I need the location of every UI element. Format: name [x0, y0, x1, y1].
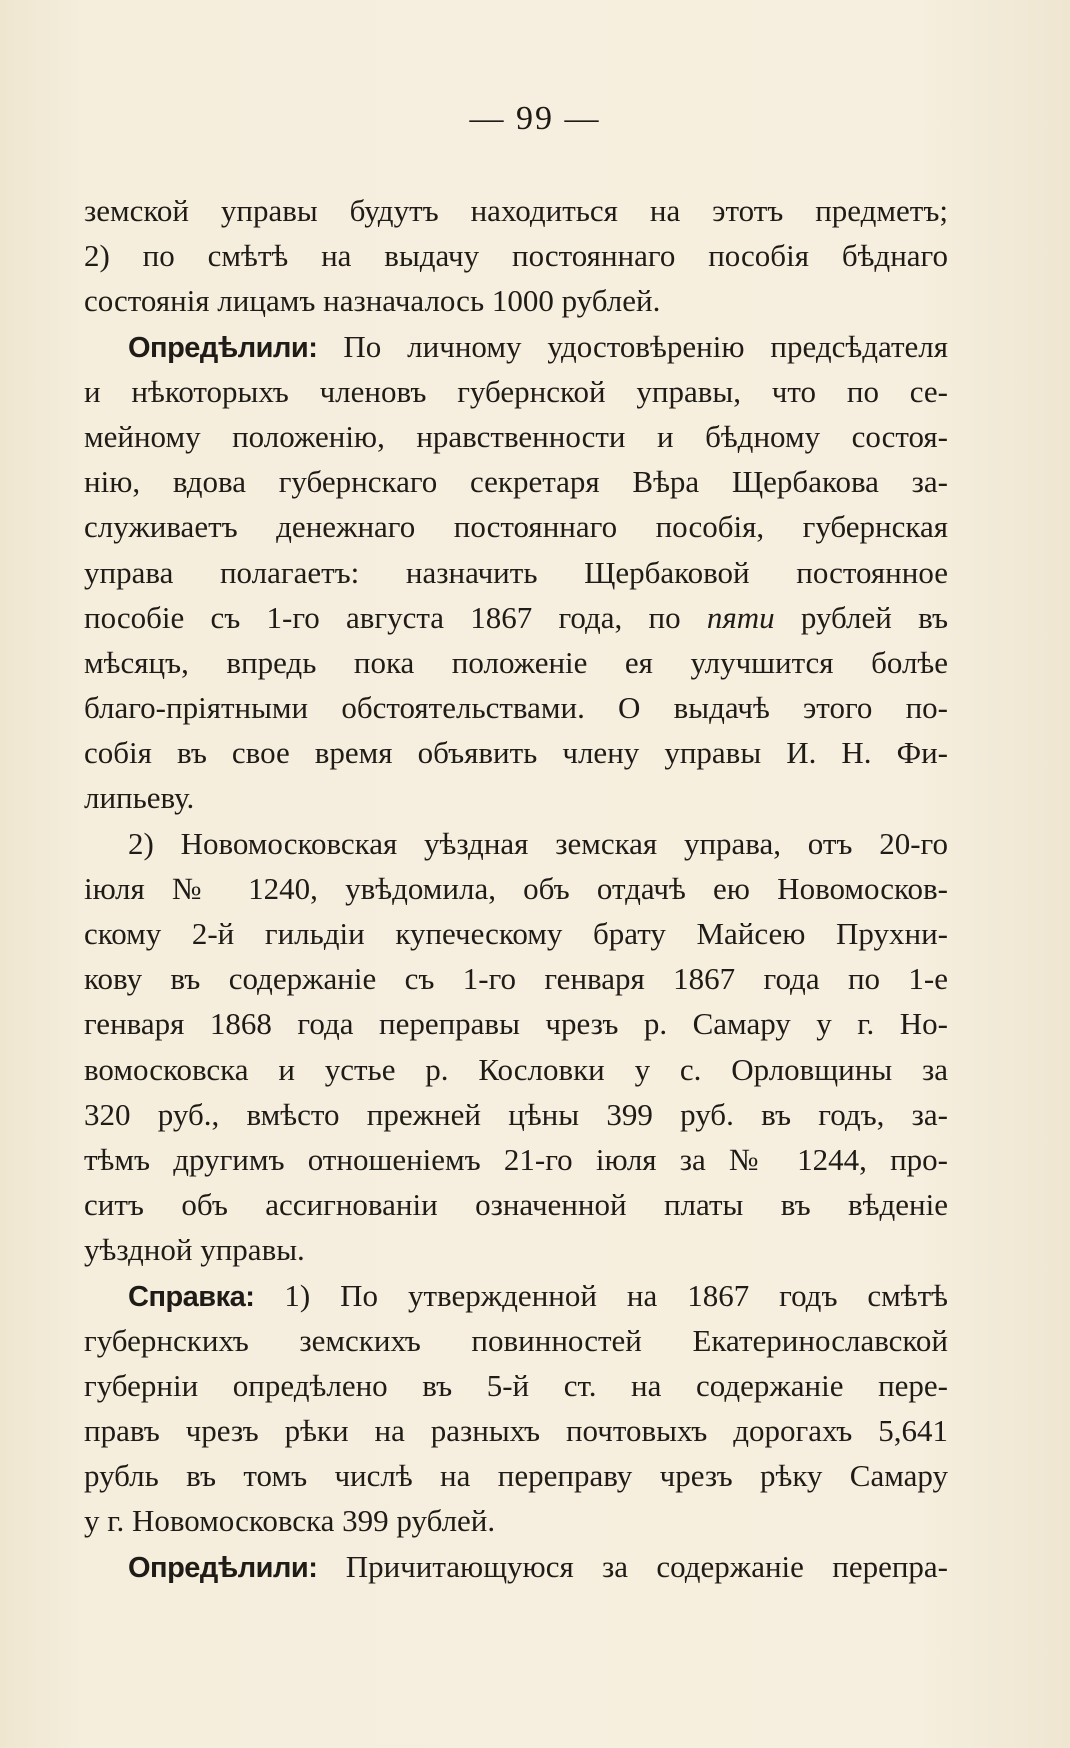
text-line — [84, 1498, 948, 1543]
line-text: пособіе съ 1-го августа 1867 года, по — [84, 599, 681, 635]
line-text: липьеву. — [84, 780, 195, 816]
line-text: у г. Новомосковска 399 рублей. — [84, 1503, 496, 1539]
text-line — [84, 278, 948, 323]
text-line — [84, 1092, 948, 1137]
text-line — [84, 821, 948, 866]
line-text: Причитающуюся за содержаніе перепра- — [345, 1548, 948, 1584]
line-text: благо-пріятными обстоятельствами. О выдачѣ этого по- — [84, 690, 948, 726]
text-line — [84, 1137, 948, 1182]
line-text: 2) по смѣтѣ на выдачу постояннаго пособія бѣднаго — [84, 238, 948, 274]
text-line — [84, 1273, 948, 1318]
line-text: рублей въ — [800, 599, 948, 635]
text-line — [84, 459, 948, 504]
line-text: состоянія лицамъ назначалось 1000 рублей. — [84, 283, 661, 319]
line-text: губерніи опредѣлено въ 5-й ст. на содержаніе пере- — [84, 1367, 948, 1403]
text-line — [84, 504, 948, 549]
text-line — [84, 324, 948, 369]
text-line — [84, 730, 948, 775]
emphasis-text: пяти — [706, 599, 775, 635]
line-text: мѣсяцъ, впредь пока положеніе ея улучшится болѣе — [84, 644, 948, 680]
line-text: ситъ объ ассигнованіи означенной платы въ вѣденіе — [84, 1187, 948, 1223]
line-text: 2) Новомосковская уѣздная земская управа, отъ 20-го — [128, 825, 948, 861]
line-text: вомосковска и устье р. Кословки у с. Орловщины за — [84, 1051, 948, 1087]
text-line — [84, 1318, 948, 1363]
text-line — [84, 1544, 948, 1589]
text-line — [84, 956, 948, 1001]
text-line — [84, 550, 948, 595]
page-number: — 99 — — [469, 100, 601, 137]
line-text: іюля № 1240, увѣдомила, объ отдачѣ ею Новомосков- — [84, 870, 948, 906]
line-text: уѣздной управы. — [84, 1232, 305, 1268]
line-text: тѣмъ другимъ отношеніемъ 21-го іюля за № 1244, про- — [84, 1141, 948, 1177]
line-text: кову въ содержаніе съ 1-го генваря 1867 года по 1-е — [84, 961, 948, 997]
text-line — [84, 369, 948, 414]
text-line — [84, 1001, 948, 1046]
text-line — [84, 775, 948, 820]
line-text: рубль въ томъ числѣ на переправу чрезъ рѣку Самару — [84, 1458, 948, 1494]
line-text: губернскихъ земскихъ повинностей Екатеринославской — [84, 1322, 948, 1358]
line-text: По личному удостовѣренію предсѣдателя — [343, 328, 948, 364]
line-text: генваря 1868 года переправы чрезъ р. Самару у г. Но- — [84, 1006, 948, 1042]
text-line — [84, 685, 948, 730]
line-text: и нѣкоторыхъ членовъ губернской управы, что по се- — [84, 373, 948, 409]
line-text: земской управы будутъ находиться на этотъ предметъ; — [84, 193, 948, 228]
text-line — [84, 1182, 948, 1227]
text-line — [84, 233, 948, 278]
line-text: служиваетъ денежнаго постояннаго пособія, губернская — [84, 509, 948, 545]
text-line — [84, 640, 948, 685]
line-text: мейному положенію, нравственности и бѣдному состоя- — [84, 418, 948, 454]
line-text: управа полагаетъ: назначить Щербаковой постоянное — [84, 554, 948, 590]
section-lead: Опредѣлили: — [128, 331, 318, 364]
text-line — [84, 1453, 948, 1498]
line-text: 320 руб., вмѣсто прежней цѣны 399 руб. въ годъ, за- — [84, 1096, 948, 1132]
line-text: нію, вдова губернскаго секретаря Вѣра Щербакова за- — [84, 464, 948, 500]
text-line — [84, 1227, 948, 1272]
document-body — [84, 188, 948, 1589]
text-line — [84, 188, 948, 233]
section-lead: Справка: — [128, 1280, 255, 1313]
text-line — [84, 1047, 948, 1092]
text-line — [84, 414, 948, 459]
text-line — [84, 911, 948, 956]
section-lead: Опредѣлили: — [128, 1551, 318, 1584]
text-line — [84, 1408, 948, 1453]
line-text: собія въ свое время объявить члену управы И. Н. Фи- — [84, 735, 948, 771]
line-text: скому 2-й гильдіи купеческому брату Майсею Прухни- — [84, 916, 948, 951]
text-line — [84, 866, 948, 911]
text-line — [84, 595, 948, 640]
line-text: правъ чрезъ рѣки на разныхъ почтовыхъ дорогахъ 5,641 — [84, 1413, 948, 1449]
text-line — [84, 1363, 948, 1408]
line-text: 1) По утвержденной на 1867 годъ смѣтѣ — [284, 1277, 948, 1313]
